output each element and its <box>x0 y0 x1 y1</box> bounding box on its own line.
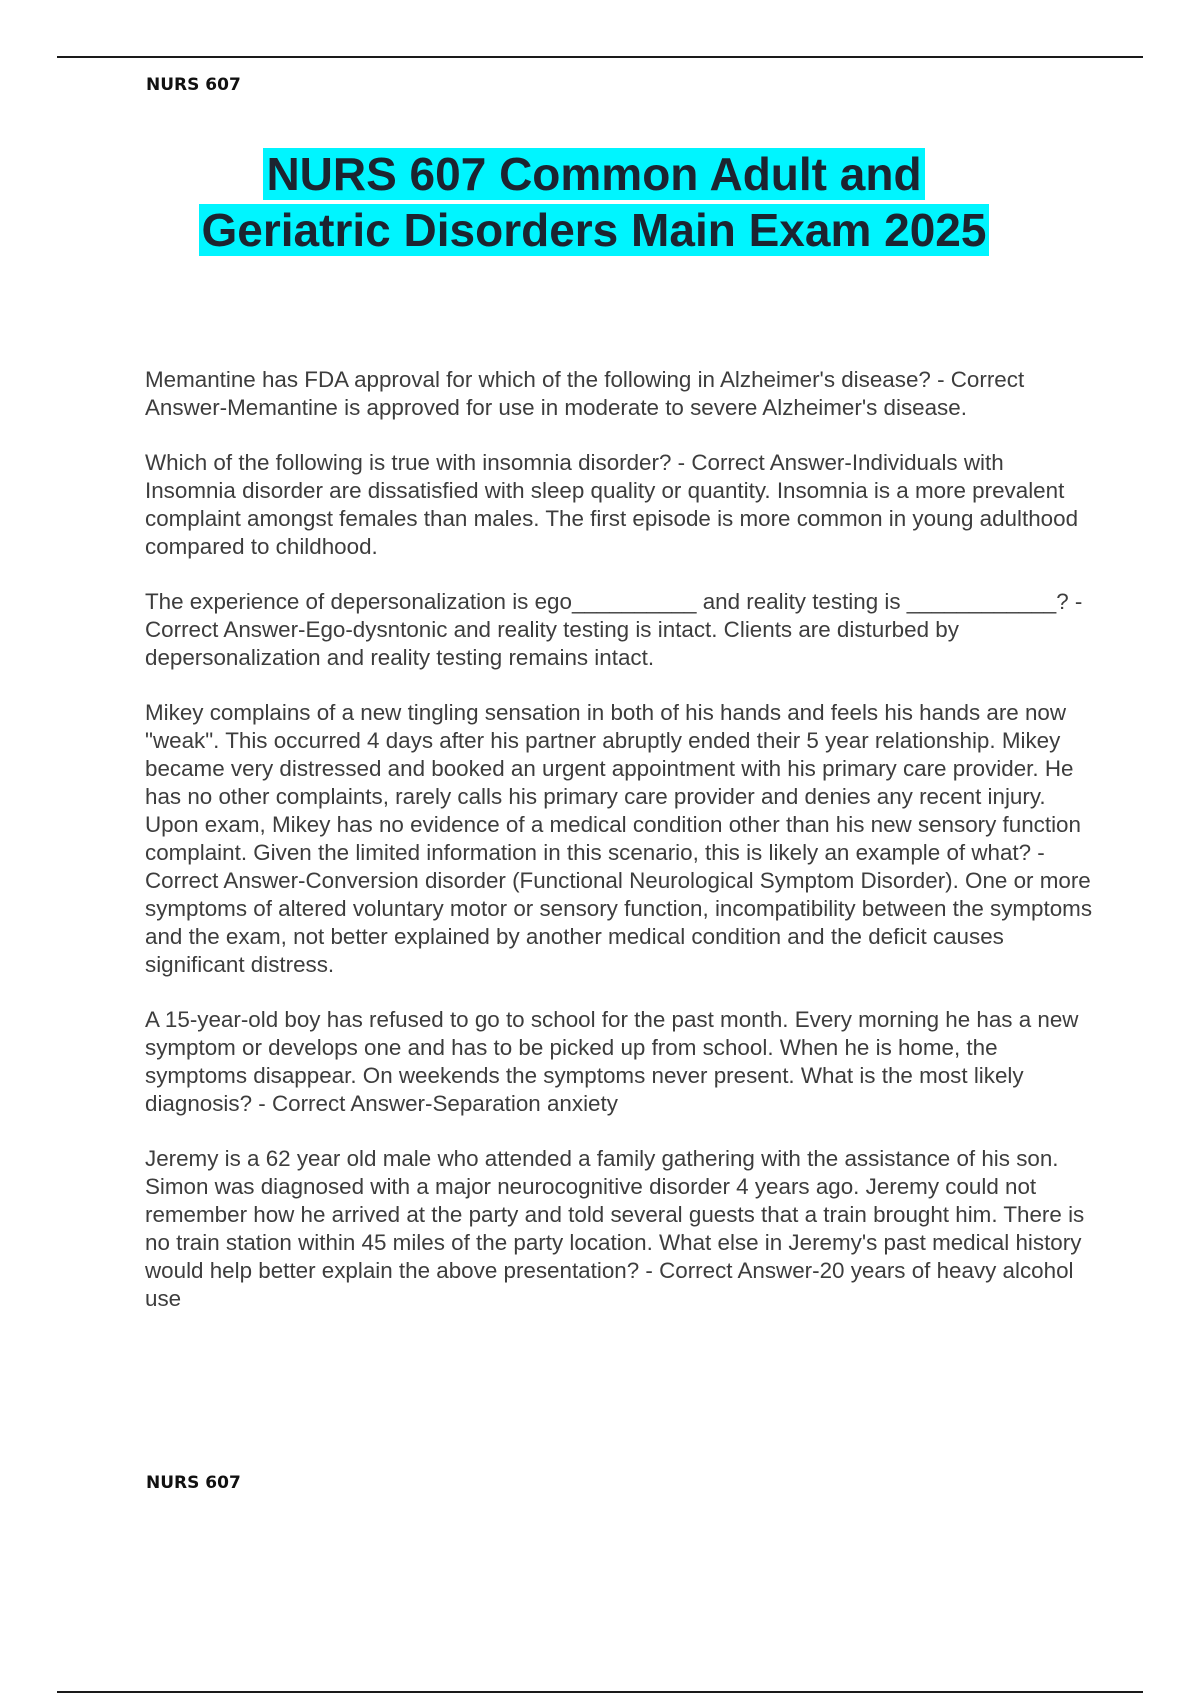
bottom-rule <box>57 1691 1143 1693</box>
top-rule <box>57 56 1143 58</box>
qa-text: Which of the following is true with insomnia disorder? - Correct Answer-Individuals with Insomnia disorder are dissatisfied with sleep quality or quantity. Insomnia is a more prevalent complaint amongst females than males. The first episode is more common in young adulthood compared to childhood. <box>145 450 1079 559</box>
question-answer-list <box>145 366 1095 1340</box>
qa-item <box>145 1145 1095 1313</box>
qa-item <box>145 588 1095 672</box>
qa-text: Jeremy is a 62 year old male who attended a family gathering with the assistance of his son. Simon was diagnosed with a major neurocognitive disorder 4 years ago. Jeremy could not remember how he arrived at the party and told several guests that a train brought him. There is no train station within 45 miles of the party location. What else in Jeremy's past medical history would help better explain the above presentation? - Correct Answer-20 years of heavy alcohol use <box>145 1146 1085 1311</box>
qa-item <box>145 1006 1095 1118</box>
qa-item <box>145 366 1095 422</box>
page-title <box>60 146 1128 258</box>
running-footer: NURS 607 <box>146 1473 241 1493</box>
qa-text: Memantine has FDA approval for which of the following in Alzheimer's disease? - Correct Answer-Memantine is approved for use in moderate to severe Alzheimer's disease. <box>145 367 1025 420</box>
qa-text: The experience of depersonalization is ego__________ and reality testing is ____________? - Correct Answer-Ego-dysntonic and reality testing is intact. Clients are disturbed by depersonalization and reality testing remains intact. <box>145 589 1083 670</box>
title-line-1: NURS 607 Common Adult and <box>263 148 924 200</box>
qa-item <box>145 699 1095 979</box>
qa-text: A 15-year-old boy has refused to go to school for the past month. Every morning he has a new symptom or develops one and has to be picked up from school. When he is home, the symptoms disappear. On weekends the symptoms never present. What is the most likely diagnosis? - Correct Answer-Separation anxiety <box>145 1007 1079 1116</box>
running-header: NURS 607 <box>146 75 241 95</box>
qa-item <box>145 449 1095 561</box>
qa-text: Mikey complains of a new tingling sensation in both of his hands and feels his hands are now "weak". This occurred 4 days after his partner abruptly ended their 5 year relationship. Mikey became very distressed and booked an urgent appointment with his primary care provider. He has no other complaints, rarely calls his primary care provider and denies any recent injury. Upon exam, Mikey has no evidence of a medical condition other than his new sensory function complaint. Given the limited information in this scenario, this is likely an example of what? - Correct Answer-Conversion disorder (Functional Neurological Symptom Disorder). One or more symptoms of altered voluntary motor or sensory function, incompatibility between the symptoms and the exam, not better explained by another medical condition and the deficit causes significant distress. <box>145 700 1093 977</box>
title-line-2: Geriatric Disorders Main Exam 2025 <box>199 204 990 256</box>
